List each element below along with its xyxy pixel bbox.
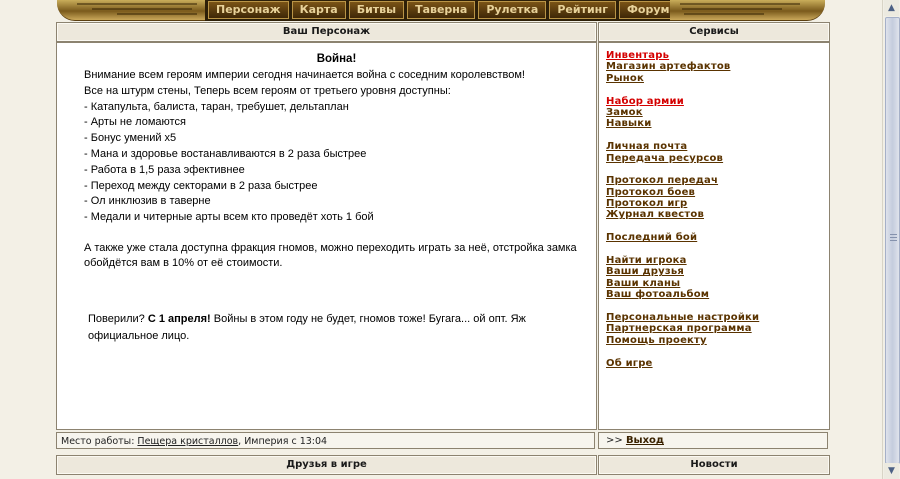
nav-item-5[interactable]: Рейтинг — [549, 1, 616, 19]
services-gap — [606, 84, 824, 95]
services-gap — [606, 301, 824, 312]
friends-panel-header: Друзья в игре — [56, 455, 597, 475]
news-line: - Работа в 1,5 раза эфективнее — [84, 163, 245, 176]
nav-item-1[interactable]: Карта — [292, 1, 346, 19]
joke-prefix: Поверили? — [88, 312, 148, 325]
work-label: Место работы: — [61, 436, 138, 447]
main-menu — [205, 0, 722, 21]
news-line: - Бонус умений х5 — [84, 132, 177, 145]
scroll-up-icon[interactable]: ▲ — [884, 0, 899, 16]
news-line: Внимание всем героям империи сегодня начинается война с соседним королевством! — [84, 69, 525, 81]
news-line: - Медали и читерные арты всем кто проведёт хоть 1 бой — [84, 211, 374, 224]
services-gap — [606, 130, 824, 141]
service-link[interactable]: Журнал квестов — [606, 209, 705, 221]
news-line: - Ол инклюзив в таверне — [84, 195, 211, 208]
left-wing-ornament — [57, 0, 207, 21]
service-link[interactable]: Инвентарь — [606, 50, 670, 61]
services-panel-header: Сервисы — [598, 22, 830, 42]
services-gap — [606, 346, 824, 357]
right-wing-ornament — [670, 0, 825, 21]
nav-item-2[interactable]: Битвы — [349, 1, 404, 19]
service-link[interactable]: Найти игрока — [606, 255, 687, 267]
service-link[interactable]: Рынок — [606, 72, 644, 84]
service-link[interactable]: Личная почта — [606, 141, 688, 153]
nav-item-6[interactable]: Форум — [619, 1, 678, 19]
scroll-thumb[interactable] — [885, 17, 900, 464]
news-line: - Мана и здоровье востанавливаются в 2 раза быстрее — [84, 147, 367, 160]
work-rest: , Империя с 13:04 — [238, 436, 328, 447]
scroll-down-icon[interactable]: ▼ — [884, 463, 899, 479]
service-link[interactable]: Протокол игр — [606, 198, 688, 210]
news-joke — [84, 311, 589, 345]
service-link[interactable]: Протокол передач — [606, 175, 719, 187]
service-link[interactable]: Партнерская программа — [606, 323, 752, 335]
vertical-scrollbar[interactable] — [882, 0, 900, 479]
news-announcement — [84, 53, 589, 345]
exit-prefix: >> — [606, 435, 626, 446]
service-link[interactable]: Магазин артефактов — [606, 61, 731, 73]
exit-link[interactable]: Выход — [625, 435, 664, 446]
services-list — [606, 50, 824, 369]
top-navigation-bar — [0, 0, 882, 22]
news-title: Война! — [316, 53, 357, 65]
news-line: - Арты не ломаются — [84, 116, 186, 129]
character-panel-header: Ваш Персонаж — [56, 22, 597, 42]
nav-item-0[interactable]: Персонаж — [208, 1, 289, 19]
work-status — [56, 432, 595, 449]
service-link[interactable]: Навыки — [606, 118, 652, 130]
service-link[interactable]: Об игре — [606, 357, 653, 369]
services-gap — [606, 164, 824, 175]
news-line: - Переход между секторами в 2 раза быстрее — [84, 179, 318, 192]
service-link[interactable]: Последний бой — [606, 232, 698, 244]
joke-bold: С 1 апреля! — [147, 312, 211, 325]
service-link[interactable]: Ваши друзья — [606, 266, 684, 278]
service-link[interactable]: Помощь проекту — [606, 334, 707, 346]
service-link[interactable]: Персональные настройки — [606, 311, 760, 323]
service-link[interactable]: Набор армии — [606, 95, 684, 107]
work-place-link[interactable]: Пещера кристаллов — [137, 436, 239, 447]
services-gap — [606, 221, 824, 232]
joke-rest: Войны в этом году не будет, гномов тоже! Бугага... ой опт. Яж официальное лицо. — [88, 312, 526, 342]
news-panel-header: Новости — [598, 455, 830, 475]
exit-row — [598, 432, 828, 449]
service-link[interactable]: Протокол боев — [606, 186, 696, 198]
service-link[interactable]: Ваши кланы — [606, 277, 681, 289]
nav-item-3[interactable]: Таверна — [407, 1, 475, 19]
service-link[interactable]: Замок — [606, 106, 643, 118]
news-lines — [84, 68, 589, 226]
services-gap — [606, 244, 824, 255]
service-link[interactable]: Передача ресурсов — [606, 152, 724, 164]
news-line: Все на штурм стены, Теперь всем героям от третьего уровня доступны: — [84, 84, 451, 97]
service-link[interactable]: Ваш фотоальбом — [606, 289, 710, 301]
news-line: - Катапульта, балиста, таран, требушет, дельтаплан — [84, 100, 349, 113]
news-paragraph: А также уже стала доступна фракция гномов, можно переходить играть за неё, отстройка замка обойдётся вам в 10% от её стоимости. — [84, 241, 577, 270]
nav-item-4[interactable]: Рулетка — [478, 1, 546, 19]
